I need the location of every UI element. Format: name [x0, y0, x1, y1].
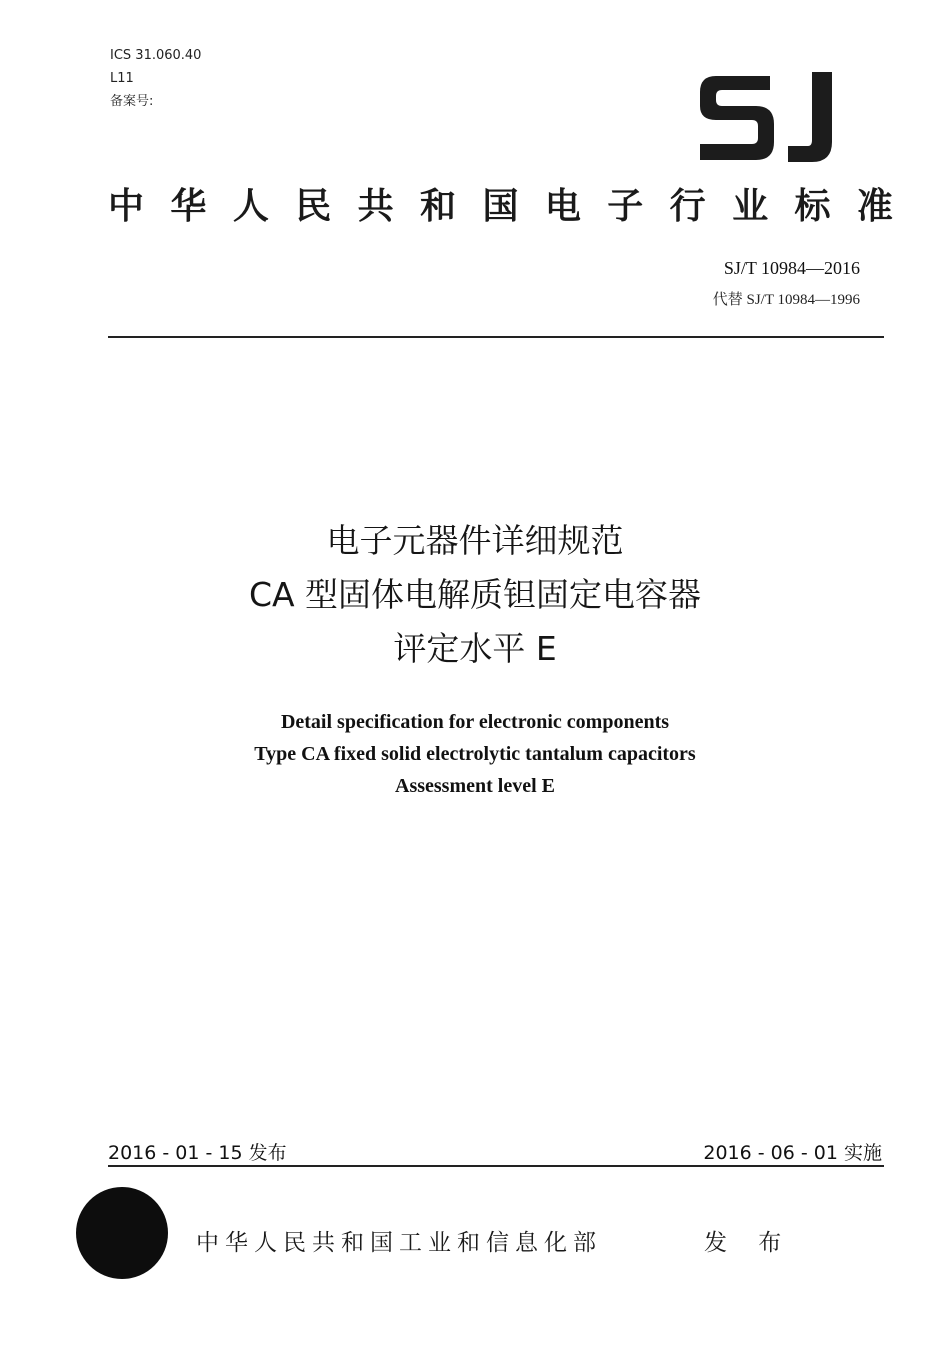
org-title-char: 行 [669, 186, 706, 227]
svg-text:SJ: SJ [692, 62, 693, 63]
english-title-line-3: Assessment level E [395, 775, 555, 797]
org-title-char: 中 [108, 186, 145, 227]
header-meta [110, 44, 201, 113]
org-title-char: 国 [482, 186, 519, 227]
publish-label: 发 布 [704, 1230, 794, 1256]
chinese-title-line-1: 电子元器件详细规范 [326, 521, 624, 560]
record-number-label: 备案号: [110, 94, 154, 109]
replaced-standard: 代替 SJ/T 10984—1996 [712, 292, 860, 308]
chinese-title-line-3: 评定水平 E [393, 629, 557, 668]
org-title-char: 和 [420, 186, 457, 227]
ics-code: ICS 31.060.40 [110, 48, 202, 63]
org-title-char: 共 [357, 186, 394, 227]
org-title-char: 人 [232, 186, 269, 227]
sj-logo-graphic [692, 62, 842, 172]
english-title-line-1: Detail specification for electronic components [280, 711, 670, 733]
implementation-date: 2016 - 06 - 01 实施 [703, 1142, 882, 1164]
org-title-char: 准 [856, 186, 893, 227]
classification-code: L11 [110, 71, 134, 86]
seal-mark [76, 1187, 168, 1279]
chinese-title [0, 514, 950, 676]
chinese-title-line-2: CA 型固体电解质钽固定电容器 [248, 575, 702, 614]
issuing-body-title [108, 184, 893, 230]
sj-logo [692, 62, 842, 172]
org-title-char: 标 [794, 186, 831, 227]
issue-date: 2016 - 01 - 15 发布 [108, 1142, 287, 1164]
standard-number: SJ/T 10984—2016 [723, 258, 860, 278]
org-title-char: 民 [295, 186, 332, 227]
org-title-char: 子 [607, 186, 644, 227]
publisher-name: 中华人民共和国工业和信息化部 [196, 1230, 602, 1256]
org-title-char: 华 [170, 186, 207, 227]
header-divider [108, 336, 884, 338]
english-title-line-2: Type CA fixed solid electrolytic tantalum capacitors [254, 743, 696, 765]
org-title-char: 业 [732, 186, 769, 227]
footer-divider [108, 1165, 884, 1167]
english-title [0, 706, 950, 802]
org-title-char: 电 [544, 186, 581, 227]
